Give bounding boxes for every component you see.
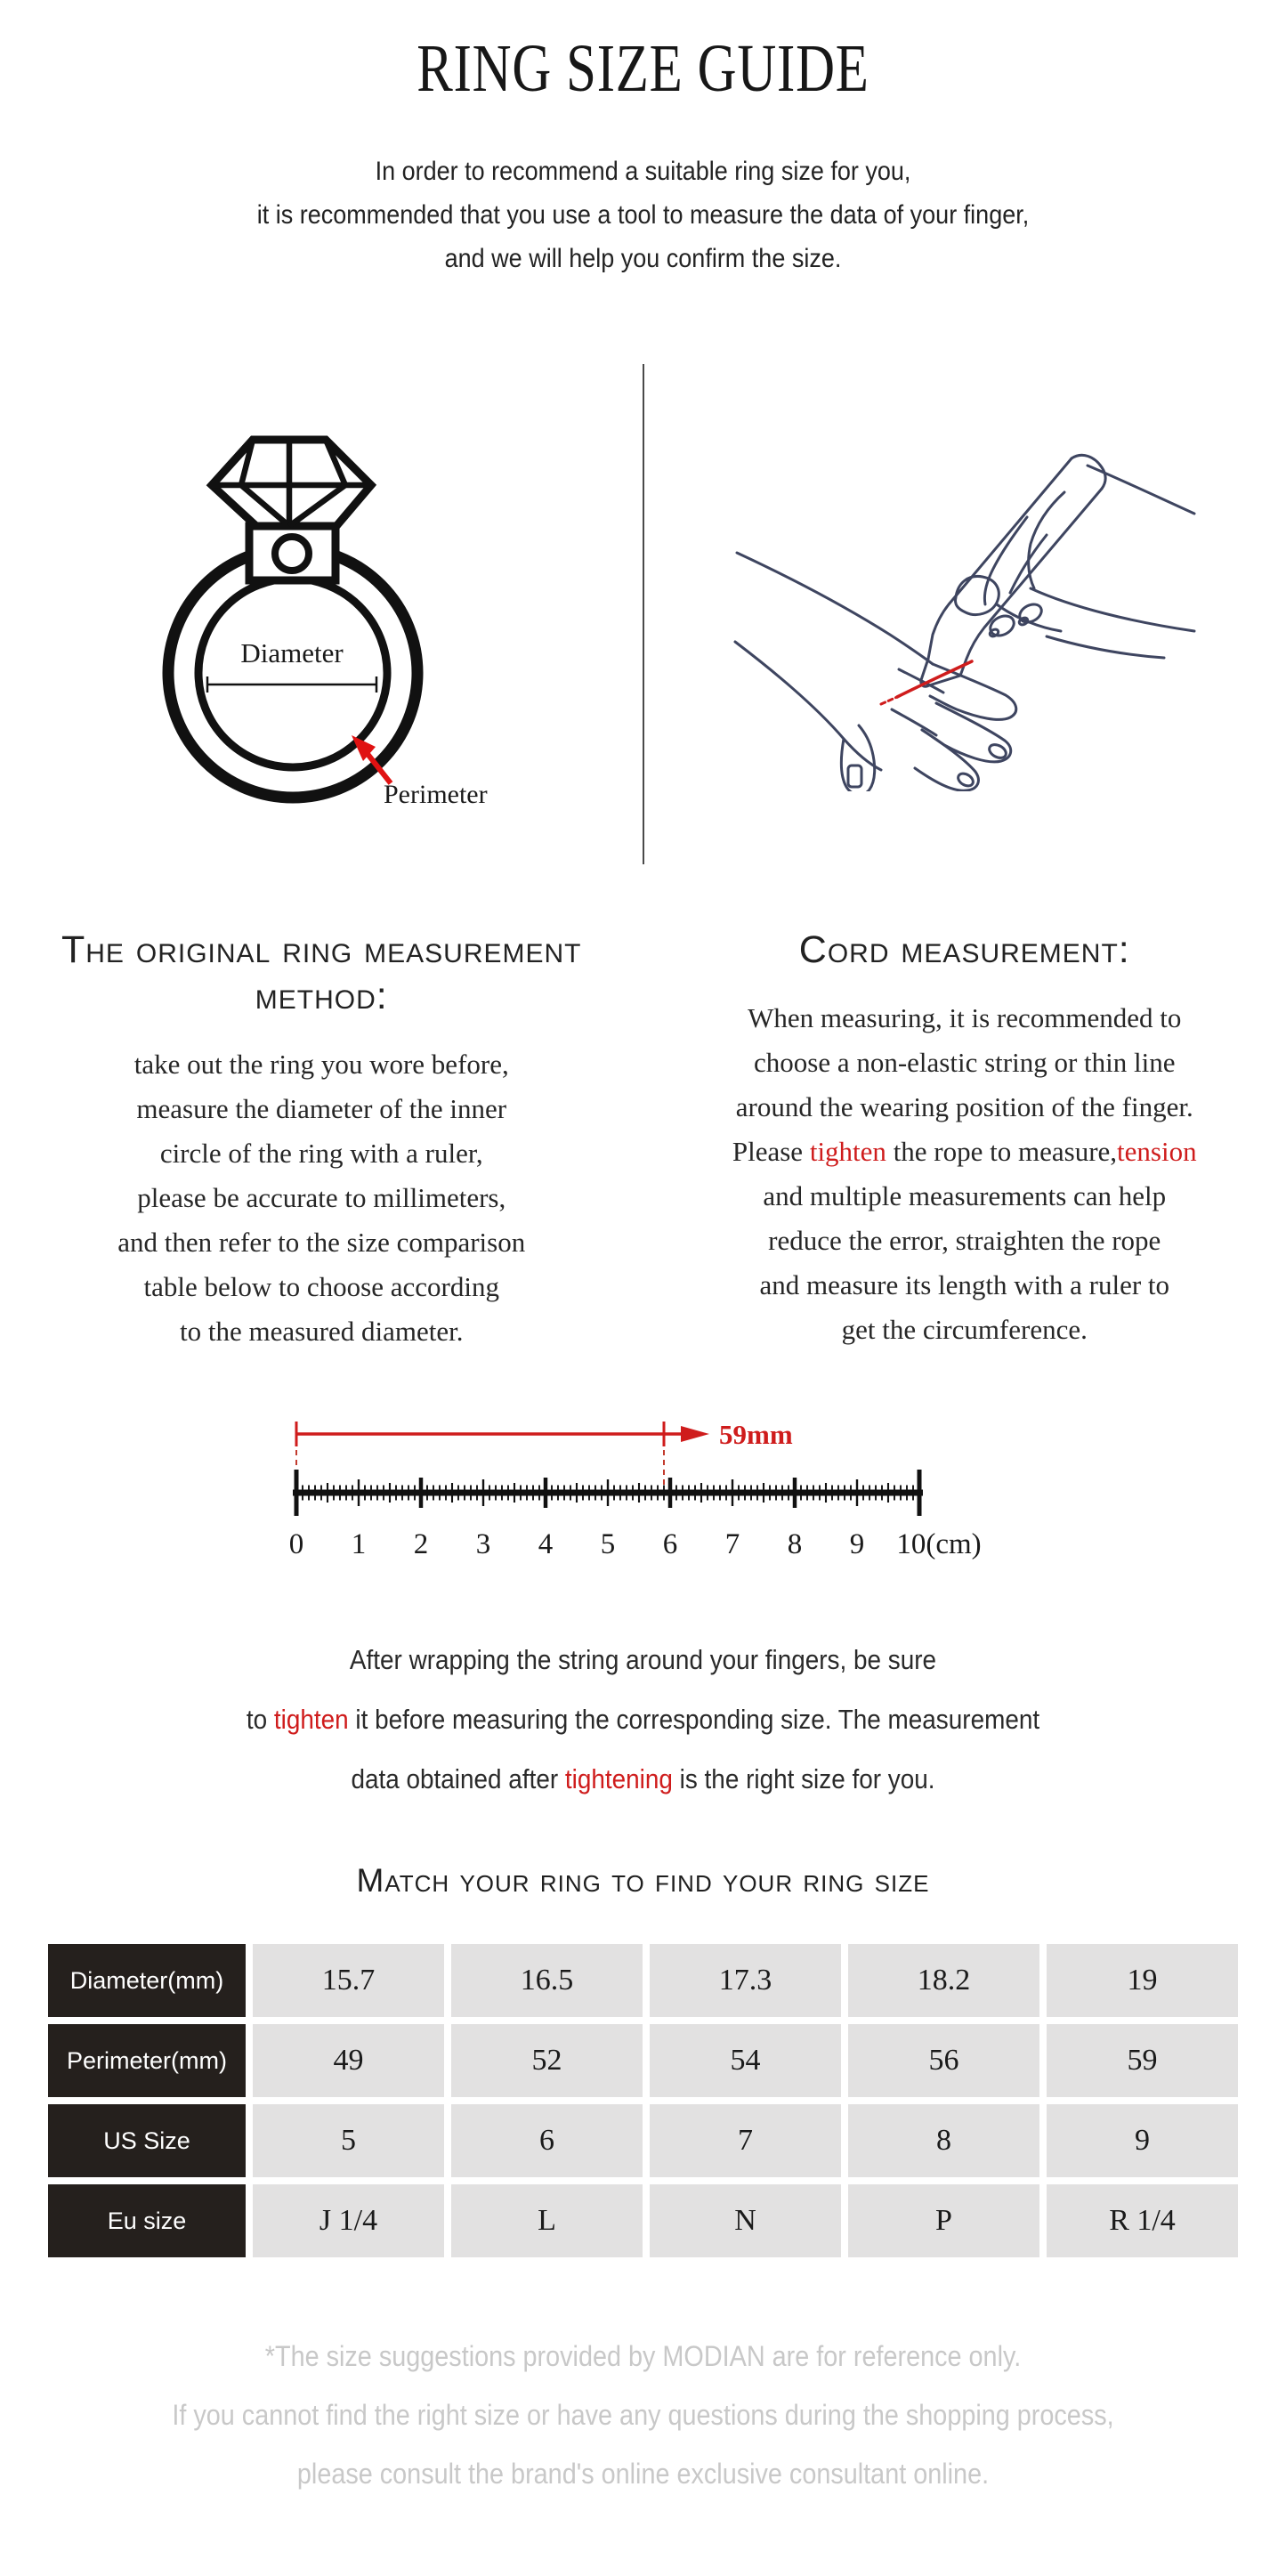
text-segment: it before measuring the corresponding size. The measurement	[349, 1704, 1039, 1735]
intro-line: and we will help you confirm the size.	[64, 237, 1222, 280]
text-segment: and measure its length with a ruler to	[759, 1269, 1169, 1300]
string-instruction-line	[64, 1749, 1222, 1809]
method-line	[643, 1263, 1286, 1308]
method-line	[643, 1308, 1286, 1352]
table-row-label: US Size	[48, 2104, 246, 2177]
table-cell: 8	[848, 2104, 1039, 2177]
ruler-ticks	[296, 1470, 919, 1516]
method-line	[643, 1219, 1286, 1263]
original-method-heading: The original ring measurement method:	[0, 927, 643, 1019]
intro-line: In order to recommend a suitable ring size for you,	[64, 150, 1222, 193]
method-line	[643, 1085, 1286, 1130]
pen-icon	[921, 455, 1105, 686]
table-cell: 59	[1047, 2024, 1238, 2097]
table-cell: 19	[1047, 1944, 1238, 2017]
highlighted-word: tension	[1117, 1136, 1197, 1167]
size-table	[48, 1944, 1238, 2257]
ruler-arrow-label: 59mm	[719, 1419, 793, 1450]
illustrations-row	[0, 364, 1286, 864]
text-segment: When measuring, it is recommended to	[748, 1002, 1181, 1033]
cord-method-section	[643, 927, 1286, 1354]
table-cell: 54	[650, 2024, 841, 2097]
method-line: measure the diameter of the inner	[0, 1087, 643, 1131]
table-cell: 56	[848, 2024, 1039, 2097]
ruler-number: 4	[538, 1528, 553, 1560]
table-cell: 49	[253, 2024, 444, 2097]
table-cell: 5	[253, 2104, 444, 2177]
diameter-measure-line	[207, 676, 376, 693]
ruler-number: 2	[413, 1528, 428, 1560]
left-hand-illustration	[735, 553, 1016, 791]
table-row-label: Perimeter(mm)	[48, 2024, 246, 2097]
ring-band-icon	[168, 548, 417, 798]
method-line	[643, 1130, 1286, 1174]
ring-setting-icon	[249, 526, 336, 580]
table-cell: R 1/4	[1047, 2184, 1238, 2257]
diameter-measure	[207, 637, 376, 693]
footer-note	[64, 2327, 1222, 2503]
perimeter-label: Perimeter	[384, 780, 488, 809]
ruler-number: 10(cm)	[896, 1528, 981, 1560]
table-cell: 6	[451, 2104, 643, 2177]
ring-diagram-svg	[148, 419, 495, 839]
ruler-red-measure	[296, 1419, 793, 1486]
string-instruction-line	[64, 1689, 1222, 1749]
string-instruction-line	[64, 1630, 1222, 1689]
highlighted-word: tightening	[565, 1763, 673, 1794]
text-segment: Please	[732, 1136, 810, 1167]
ring-size-guide-page	[0, 32, 1286, 2503]
method-line: table below to choose according	[0, 1265, 643, 1309]
table-row-label: Diameter(mm)	[48, 1944, 246, 2017]
ruler-number: 1	[351, 1528, 366, 1560]
method-line: please be accurate to millimeters,	[0, 1176, 643, 1220]
ruler-illustration	[0, 1404, 1286, 1573]
table-row-label: Eu size	[48, 2184, 246, 2257]
ruler-number: 0	[288, 1528, 303, 1560]
method-line	[643, 1041, 1286, 1085]
table-cell: 7	[650, 2104, 841, 2177]
text-segment: and multiple measurements can help	[763, 1180, 1166, 1211]
text-segment: is the right size for you.	[673, 1763, 935, 1794]
table-cell: 17.3	[650, 1944, 841, 2017]
method-line	[643, 1174, 1286, 1219]
text-segment: around the wearing position of the finger.	[736, 1091, 1193, 1122]
table-cell: P	[848, 2184, 1039, 2257]
ruler-number: 5	[600, 1528, 615, 1560]
ruler-number: 9	[849, 1528, 864, 1560]
table-cell: 15.7	[253, 1944, 444, 2017]
table-cell: L	[451, 2184, 643, 2257]
intro-line: it is recommended that you use a tool to measure the data of your finger,	[64, 193, 1222, 237]
ruler-number: 6	[662, 1528, 677, 1560]
methods-row	[0, 927, 1286, 1354]
table-cell: 16.5	[451, 1944, 643, 2017]
text-segment: choose a non-elastic string or thin line	[754, 1047, 1176, 1078]
diameter-label: Diameter	[240, 637, 344, 668]
string-instruction	[64, 1630, 1222, 1809]
cord-method-heading: Cord measurement:	[643, 927, 1286, 973]
table-cell: 9	[1047, 2104, 1238, 2177]
table-cell: N	[650, 2184, 841, 2257]
diamond-icon	[212, 440, 371, 526]
hands-illustration-svg	[733, 453, 1196, 791]
ruler-number: 3	[475, 1528, 490, 1560]
highlighted-word: tighten	[810, 1136, 886, 1167]
size-table-title: Match your ring to find your ring size	[0, 1862, 1286, 1900]
original-method-text	[0, 1042, 643, 1354]
text-segment: reduce the error, straighten the rope	[768, 1225, 1161, 1256]
hands-measuring-illustration	[644, 364, 1286, 864]
highlighted-word: tighten	[274, 1704, 349, 1735]
table-cell: J 1/4	[253, 2184, 444, 2257]
footer-line: If you cannot find the right size or have any questions during the shopping process,	[64, 2386, 1222, 2444]
cord-method-text	[643, 996, 1286, 1352]
ruler-svg	[270, 1404, 1017, 1573]
footer-line: *The size suggestions provided by MODIAN are for reference only.	[64, 2327, 1222, 2386]
table-cell: 52	[451, 2024, 643, 2097]
page-title: RING SIZE GUIDE	[129, 32, 1158, 105]
text-segment: to	[247, 1704, 274, 1735]
text-segment: get the circumference.	[842, 1314, 1088, 1345]
text-segment: the rope to measure,	[886, 1136, 1117, 1167]
method-line	[643, 996, 1286, 1041]
intro-paragraph	[64, 150, 1222, 280]
ring-diagram	[0, 364, 643, 864]
ruler-number: 8	[787, 1528, 802, 1560]
right-hand-illustration	[956, 466, 1195, 658]
text-segment: data obtained after	[351, 1763, 564, 1794]
table-cell: 18.2	[848, 1944, 1039, 2017]
footer-line: please consult the brand's online exclusive consultant online.	[64, 2444, 1222, 2503]
ruler-number: 7	[724, 1528, 740, 1560]
original-method-section	[0, 927, 643, 1354]
text-segment: After wrapping the string around your fingers, be sure	[350, 1644, 936, 1675]
ruler-numbers	[288, 1528, 981, 1560]
method-line: and then refer to the size comparison	[0, 1220, 643, 1265]
method-line: take out the ring you wore before,	[0, 1042, 643, 1087]
method-line: circle of the ring with a ruler,	[0, 1131, 643, 1176]
method-line: to the measured diameter.	[0, 1309, 643, 1354]
